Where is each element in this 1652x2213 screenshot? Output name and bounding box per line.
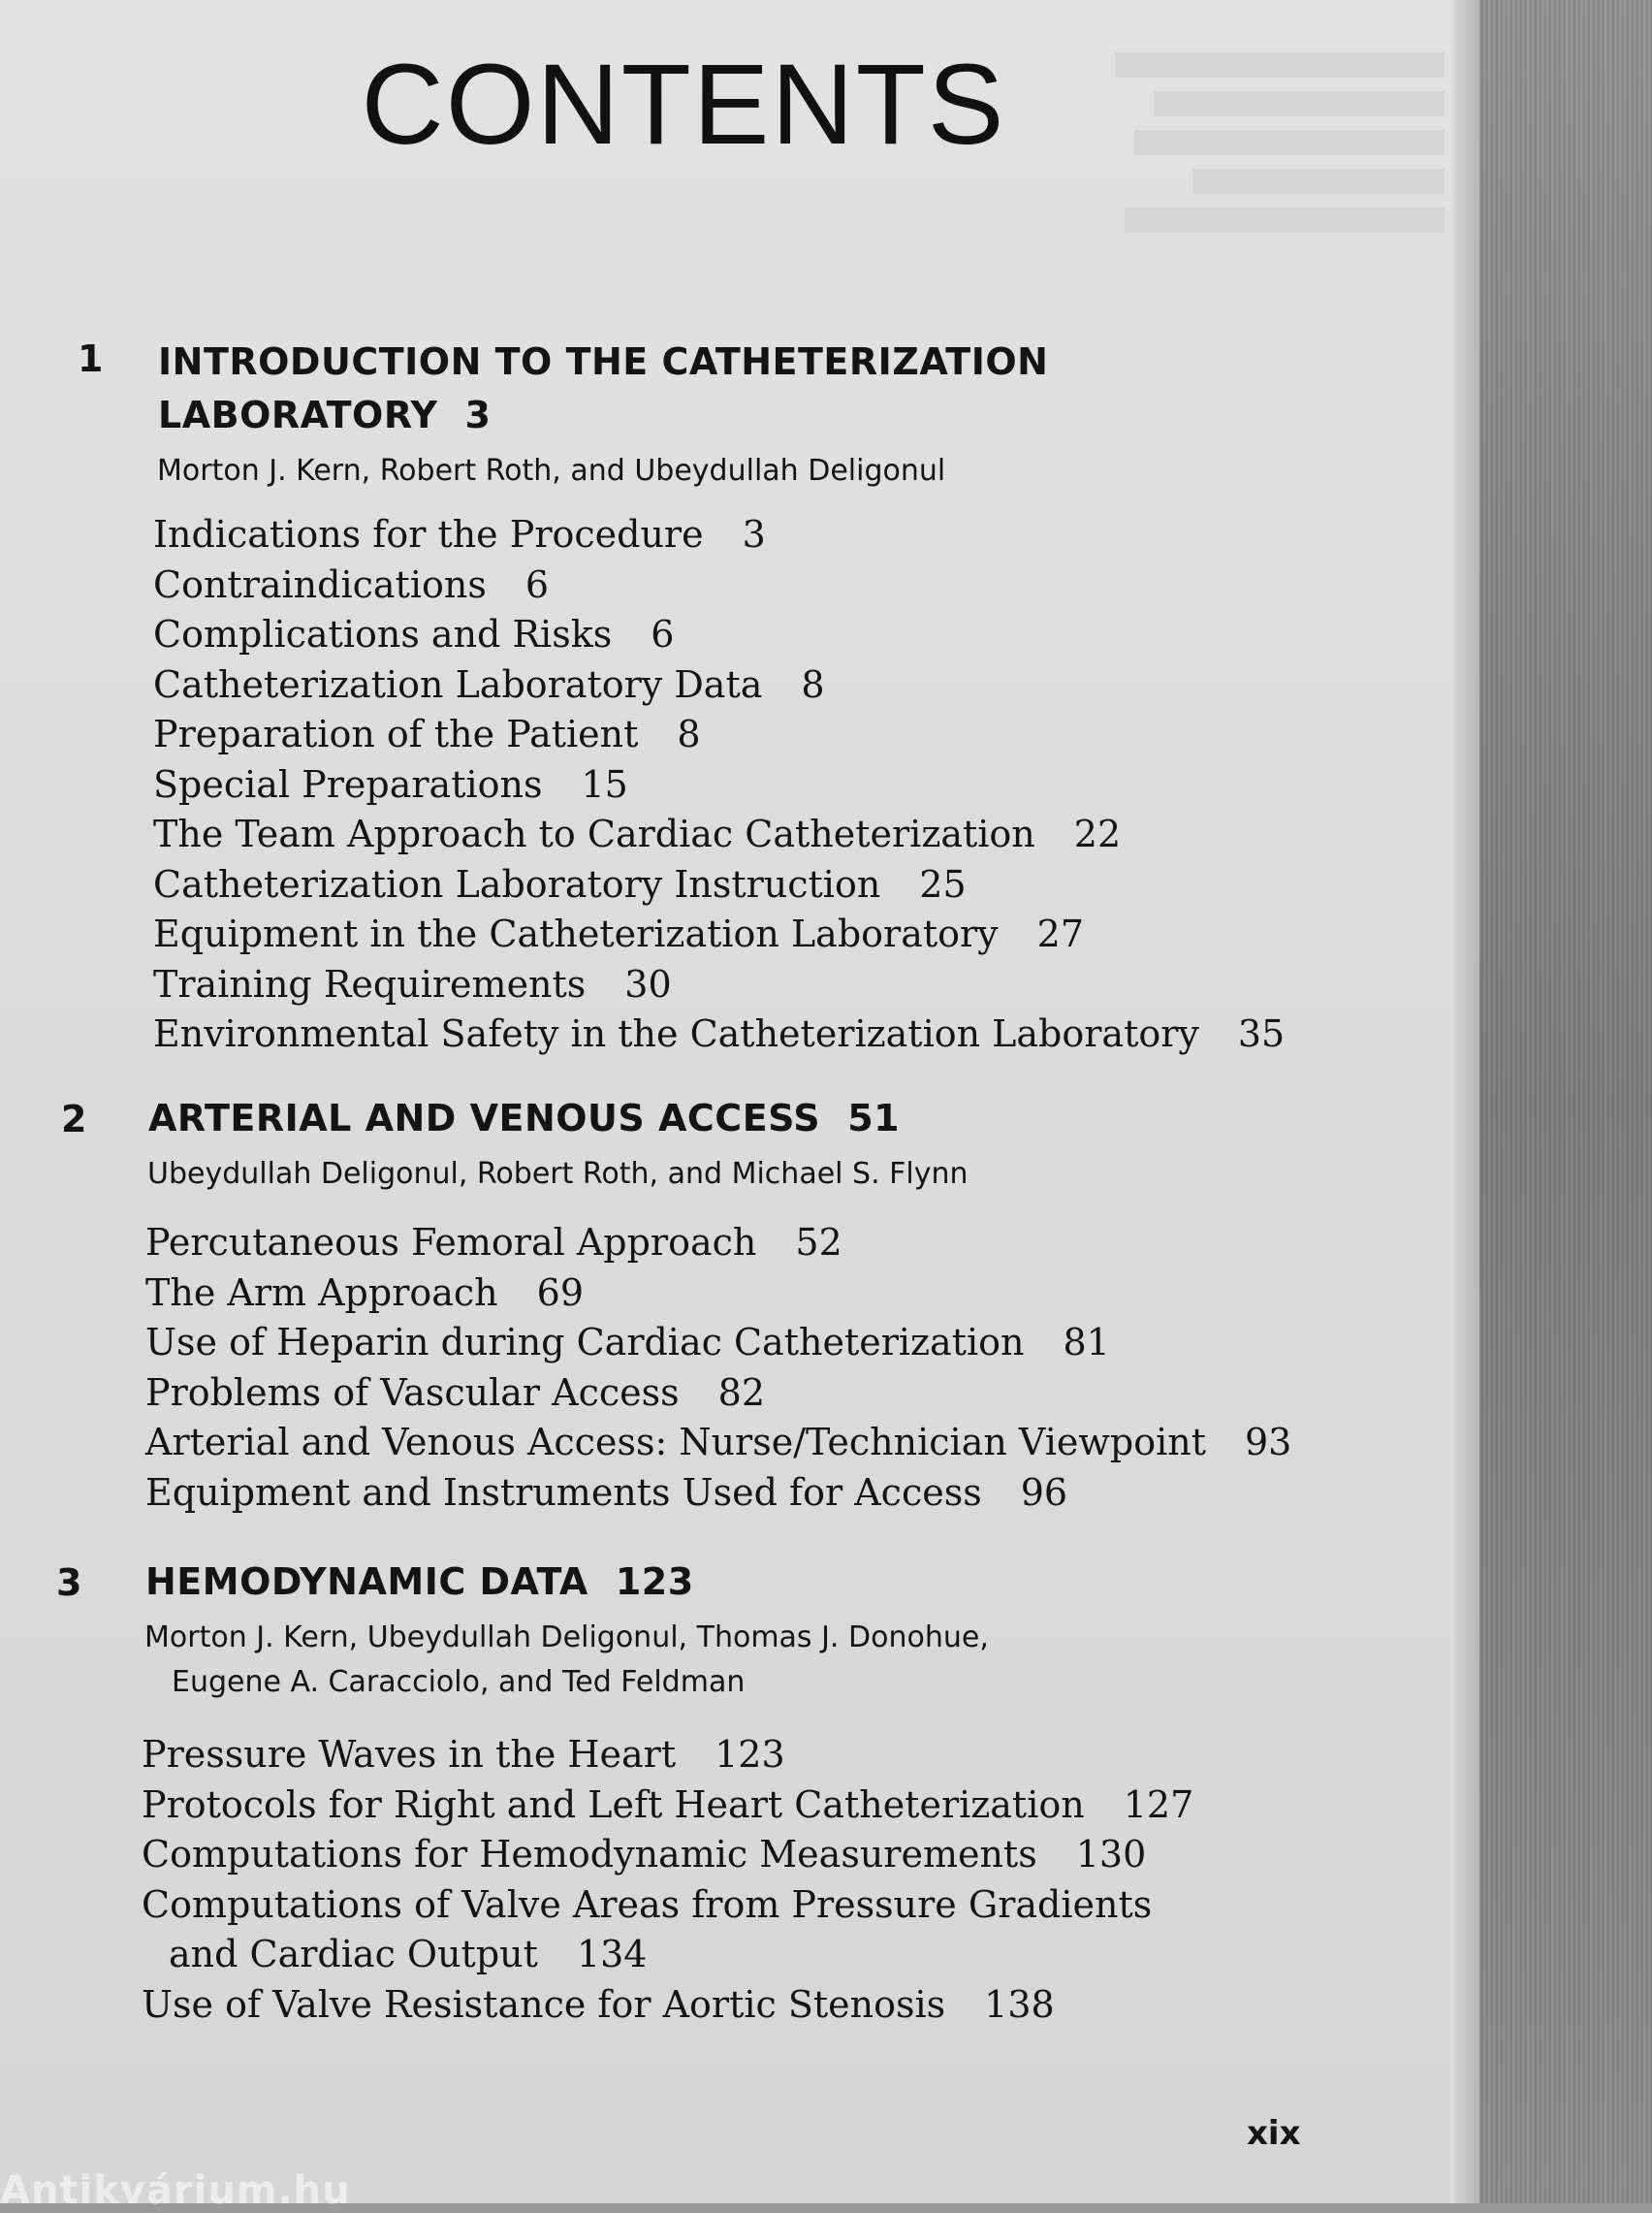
page-title: CONTENTS [361,41,1006,169]
toc-entry[interactable]: Problems of Vascular Access 82 [145,1370,765,1414]
toc-entry[interactable]: Training Requirements 30 [153,962,672,1006]
toc-entry[interactable]: Special Preparations 15 [153,762,628,806]
chapter-title[interactable] [158,336,1048,442]
toc-entry[interactable]: Complications and Risks 6 [153,613,675,656]
chapter-authors-line: Morton J. Kern, Ubeydullah Deligonul, Thomas J. Donohue, [144,1620,989,1654]
toc-entry[interactable]: Computations of Valve Areas from Pressure Gradients [142,1882,1153,1926]
chapter-entries [145,1218,1291,1518]
watermark: Antikvárium.hu [0,2168,351,2213]
chapter-title-line: INTRODUCTION TO THE CATHETERIZATION [158,340,1049,383]
chapter-title-text: ARTERIAL AND VENOUS ACCESS [148,1097,821,1139]
chapter-entries [142,1730,1193,2030]
chapter-number: 3 [56,1561,82,1604]
page-folio: xix [1247,2114,1301,2153]
toc-entry[interactable]: Catheterization Laboratory Instruction 25 [153,862,967,906]
toc-entry[interactable]: Equipment and Instruments Used for Access 96 [145,1470,1068,1514]
chapter-title[interactable] [148,1092,900,1145]
toc-entry[interactable]: Pressure Waves in the Heart 123 [142,1733,785,1776]
toc-entry[interactable]: Equipment in the Catheterization Laboratory 27 [153,913,1085,955]
toc-entry[interactable]: Contraindications 6 [153,562,550,606]
chapter-page: 3 [464,394,492,436]
chapter-title-cont: LABORATORY [158,394,438,436]
toc-entry[interactable]: Percutaneous Femoral Approach 52 [145,1221,842,1264]
chapter-number: 2 [61,1098,87,1140]
chapter-title-line-cont [158,389,1048,442]
toc-entry[interactable]: Environmental Safety in the Catheterization Laboratory 35 [153,1012,1286,1055]
toc-entry[interactable]: The Arm Approach 69 [145,1270,585,1314]
chapter-authors: Morton J. Kern, Robert Roth, and Ubeydullah Deligonul [157,454,946,488]
chapter-authors-line-cont: Eugene A. Caracciolo, and Ted Feldman [172,1665,746,1699]
chapter-entries [153,510,1285,1060]
chapter-number: 1 [78,337,104,380]
toc-entry[interactable]: Use of Heparin during Cardiac Catheterization 81 [145,1321,1110,1363]
toc-entry[interactable]: Catheterization Laboratory Data 8 [153,662,825,706]
toc-entry[interactable]: Indications for the Procedure 3 [153,513,766,556]
chapter-title-text: HEMODYNAMIC DATA [145,1560,588,1603]
toc-entry-continuation[interactable]: and Cardiac Output 134 [169,1933,648,1975]
chapter-title[interactable] [145,1556,694,1609]
toc-entry[interactable]: The Team Approach to Cardiac Catheterization 22 [153,813,1122,855]
toc-entry[interactable]: Computations for Hemodynamic Measurements 130 [142,1833,1147,1876]
toc-entry[interactable]: Use of Valve Resistance for Aortic Stenosis 138 [142,1982,1055,2026]
toc-entry[interactable]: Protocols for Right and Left Heart Catheterization 127 [142,1782,1194,1826]
toc-entry[interactable]: Arterial and Venous Access: Nurse/Technician Viewpoint 93 [145,1421,1292,1463]
chapter-page: 51 [847,1097,901,1139]
chapter-page: 123 [615,1560,694,1603]
toc-entry[interactable]: Preparation of the Patient 8 [153,713,701,755]
chapter-authors: Ubeydullah Deligonul, Robert Roth, and Michael S. Flynn [147,1157,969,1191]
chapter-authors [144,1616,989,1705]
